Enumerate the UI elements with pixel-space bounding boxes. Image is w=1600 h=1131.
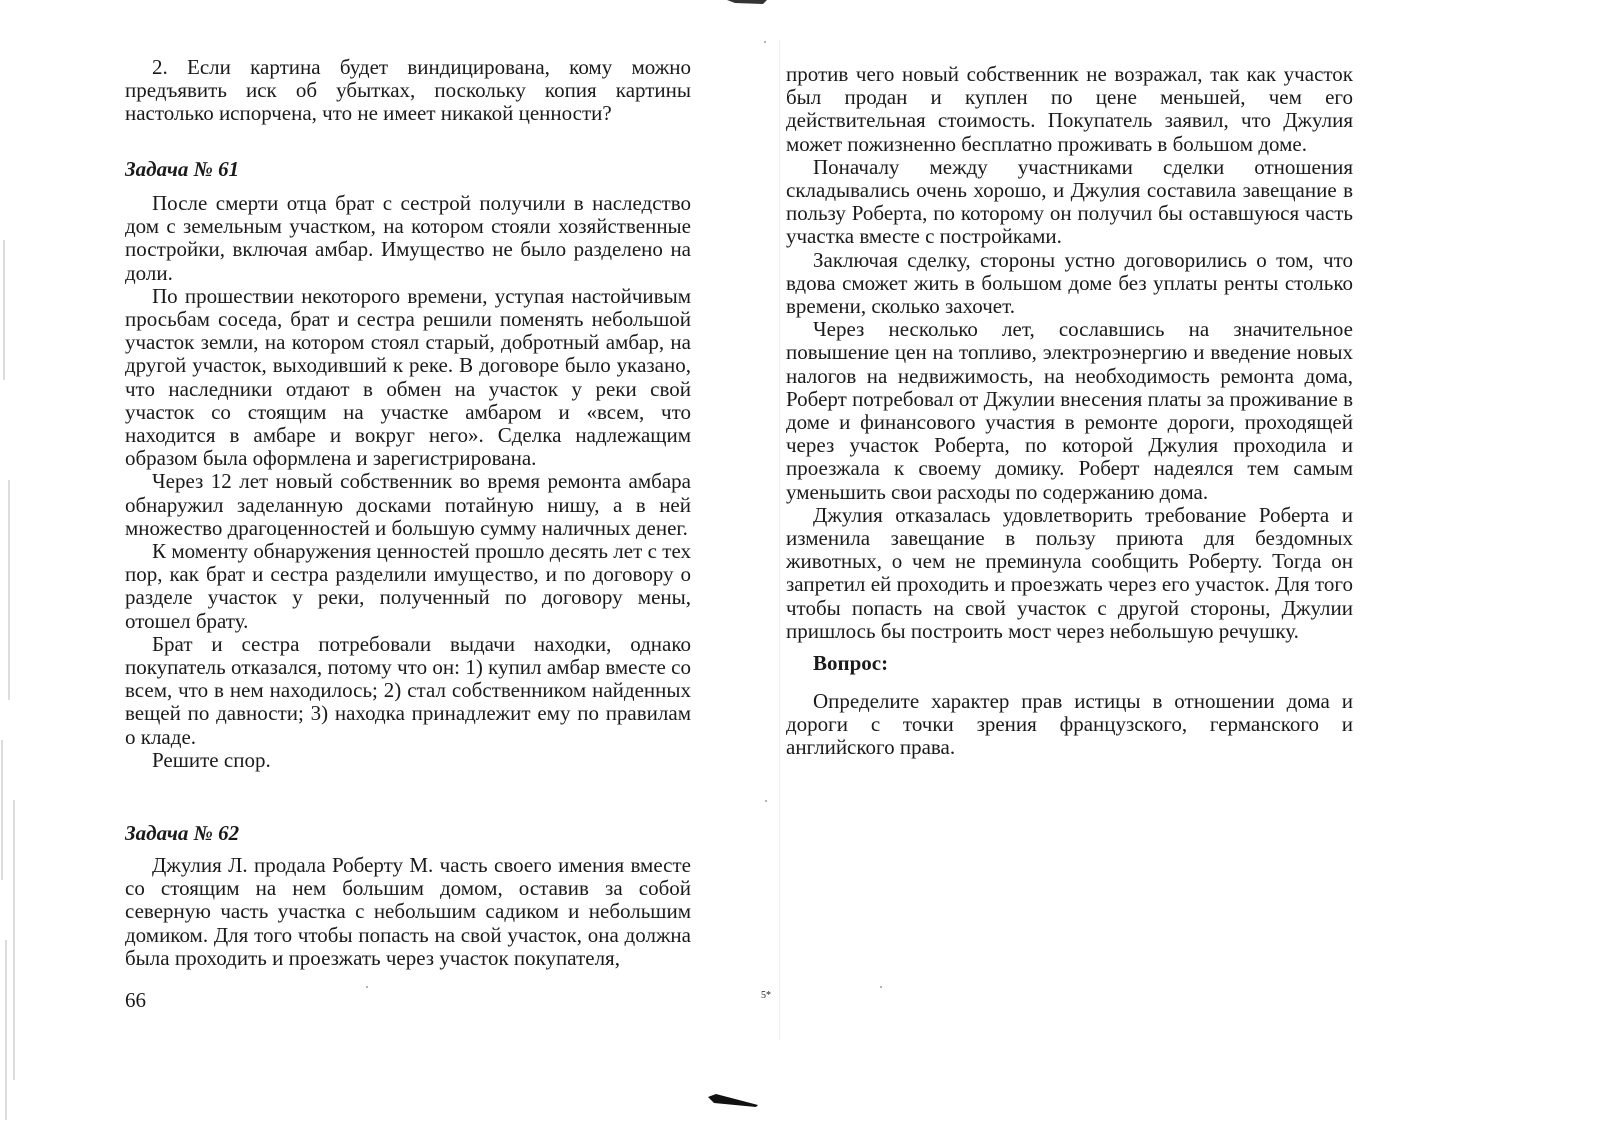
- task-61-paragraph: После смерти отца брат с сестрой получили в наследство дом с земельным участком, на котором стояли хозяйственные постройки, включая амбар. Имущество не было разделено на доли.: [125, 191, 691, 285]
- task-61-paragraph: К моменту обнаружения ценностей прошло десять лет с тех пор, как брат и сестра разделили имущество, и по договору о разделе участок у реки, полученный по договору мены, отошел брату.: [125, 539, 691, 633]
- scan-speck: [765, 800, 767, 802]
- spine-line: [779, 40, 780, 1040]
- task-61-heading: Задача № 61: [125, 157, 240, 181]
- top-scan-artifact: [727, 0, 767, 8]
- intro-paragraph: 2. Если картина будет виндицирована, кому можно предъявить иск об убытках, поскольку копия картины настолько испорчена, что не имеет никакой ценности?: [125, 55, 691, 126]
- body-paragraph: Через несколько лет, сославшись на значительное повышение цен на топливо, электроэнергию и введение новых налогов на недвижимость, на необходимость ремонта дома, Роберт потребовал от Джулии внесения платы за проживание в доме и финансового участия в ремонте дороги, проходящей через участок Роберта, по которой Джулия проходила и проезжала к своему домику. Роберт надеялся тем самым уменьшить свои расходы по содержанию дома.: [786, 317, 1353, 504]
- task-61-paragraph: По прошествии некоторого времени, уступая настойчивым просьбам соседа, брат и сестра решили поменять небольшой участок земли, на котором стоял старый, добротный амбар, на другой участок, выходивший к реке. В договоре было указано, что наследники отдают в обмен на участок у реки свой участок со стоящим на участке амбаром и «всем, что находится в амбаре и вокруг него». Сделка надлежащим образом была оформлена и зарегистрирована.: [125, 283, 691, 471]
- body-paragraph: Заключая сделку, стороны устно договорились о том, что вдова сможет жить в большом доме без уплаты ренты столько времени, сколько захочет.: [786, 247, 1353, 319]
- task-61-paragraph: Решите спор.: [152, 747, 271, 772]
- body-paragraph: Джулия отказалась удовлетворить требование Роберта и изменила завещание в пользу приюта для бездомных животных, о чем не преминула сообщить Роберту. Тогда он запретил ей проходить и проезжать через его участок. Для того чтобы попасть на свой участок с другой стороны, Джулии пришлось бы построить мост через небольшую речушку.: [786, 502, 1353, 643]
- task-62-heading: Задача № 62: [125, 821, 240, 845]
- page-number: 66: [125, 988, 146, 1012]
- task-61-body: [125, 192, 691, 772]
- continuation-paragraph: против чего новый собственник не возражал, так как участок был продан и куплен по цене меньшей, чем его действительная стоимость. Покупатель заявил, что Джулия может пожизненно бесплатно проживать в большом доме.: [786, 62, 1353, 156]
- task-62-paragraph: Джулия Л. продала Роберту М. часть своего имения вместе со стоящим на нем большим домом, оставив за собой северную часть участка с небольшим садиком и небольшим домиком. Для того чтобы попасть на свой участок, она должна была проходить и проезжать через участок покупателя,: [125, 853, 691, 970]
- task-61-paragraph: Брат и сестра потребовали выдачи находки, однако покупатель отказался, потому что он: 1) купил амбар вместе со всем, что в нем находилось; 2) стал собственником найденных вещей по давности; 3) находка принадлежит ему по правилам о кладе.: [125, 631, 691, 749]
- question-heading: Вопрос:: [813, 651, 889, 675]
- bottom-scan-artifact: [708, 1094, 758, 1108]
- scan-speck: [880, 986, 882, 988]
- scan-speck: [764, 41, 766, 43]
- signature-mark: 5*: [761, 990, 771, 1001]
- right-page-body: [786, 63, 1353, 643]
- body-paragraph: Поначалу между участниками сделки отношения складывались очень хорошо, и Джулия составила завещание в пользу Роберта, по которому он получил бы оставшуюся часть участка вместе с постройками.: [786, 154, 1353, 249]
- question-text: Определите характер прав истицы в отношении дома и дороги с точки зрения французского, германского и английского права.: [786, 689, 1353, 760]
- left-edge-noise: [0, 180, 22, 1130]
- task-61-paragraph: Через 12 лет новый собственник во время ремонта амбара обнаружил заделанную досками потайную нишу, а в ней множество драгоценностей и большую сумму наличных денег.: [125, 469, 691, 540]
- scan-speck: [366, 986, 368, 988]
